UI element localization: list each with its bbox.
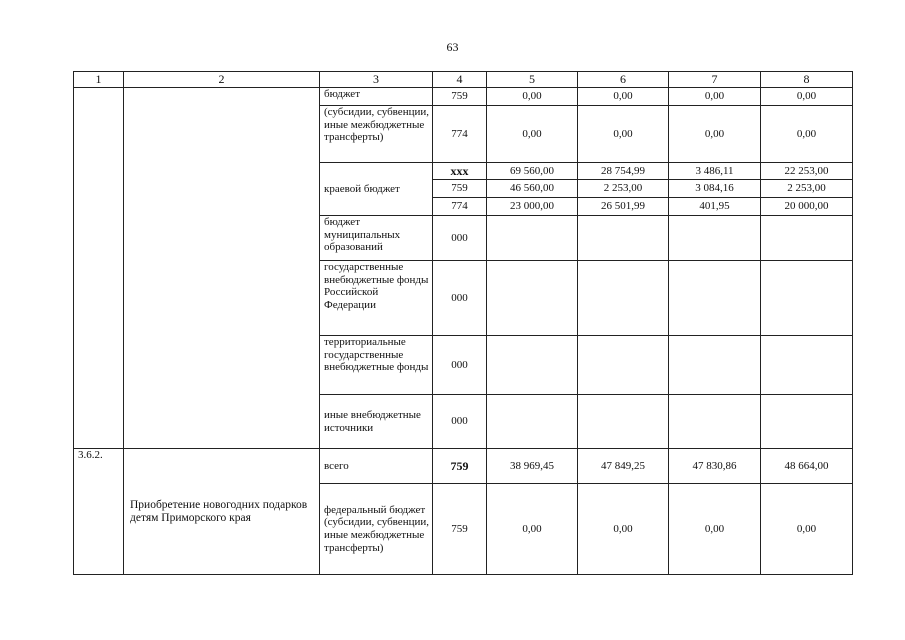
source-label: территориальные государственные внебюджетные фонды: [320, 336, 433, 395]
value-cell: 20 000,00: [761, 198, 853, 216]
value-cell: [761, 395, 853, 449]
value-cell: 69 560,00: [487, 163, 578, 180]
value-cell: 2 253,00: [578, 180, 669, 198]
value-cell: 2 253,00: [761, 180, 853, 198]
value-cell: 47 830,86: [669, 449, 761, 484]
code-cell: 774: [433, 106, 487, 163]
table-row: [74, 449, 853, 484]
value-cell: 28 754,99: [578, 163, 669, 180]
description-cell: Приобретение новогодних подарков детям Приморского края: [124, 449, 320, 575]
code-cell: 759: [433, 180, 487, 198]
value-cell: 0,00: [578, 106, 669, 163]
value-cell: 3 486,11: [669, 163, 761, 180]
value-cell: [761, 216, 853, 261]
value-cell: [578, 336, 669, 395]
value-cell: [578, 216, 669, 261]
value-cell: 3 084,16: [669, 180, 761, 198]
source-label: всего: [320, 449, 433, 484]
value-cell: [669, 336, 761, 395]
header-cell: 1: [74, 72, 124, 88]
value-cell: [761, 261, 853, 336]
value-cell: [578, 261, 669, 336]
value-cell: 38 969,45: [487, 449, 578, 484]
value-cell: 0,00: [669, 484, 761, 575]
header-cell: 7: [669, 72, 761, 88]
header-cell: 2: [124, 72, 320, 88]
value-cell: [487, 216, 578, 261]
value-cell: [487, 336, 578, 395]
header-row: [74, 72, 853, 88]
row-number-cell: 3.6.2.: [74, 449, 124, 575]
value-cell: 48 664,00: [761, 449, 853, 484]
header-cell: 8: [761, 72, 853, 88]
value-cell: 26 501,99: [578, 198, 669, 216]
code-cell: 000: [433, 336, 487, 395]
source-label: государственные внебюджетные фонды Российской Федерации: [320, 261, 433, 336]
header-cell: 4: [433, 72, 487, 88]
value-cell: 47 849,25: [578, 449, 669, 484]
value-cell: [487, 395, 578, 449]
value-cell: 0,00: [761, 484, 853, 575]
row-number-cell: [74, 88, 124, 449]
code-cell: 759: [433, 88, 487, 106]
value-cell: [669, 261, 761, 336]
source-label: (субсидии, субвенции, иные межбюджетные трансферты): [320, 106, 433, 163]
code-cell: 759: [433, 484, 487, 575]
source-label: бюджет муниципальных образований: [320, 216, 433, 261]
value-cell: [761, 336, 853, 395]
value-cell: 0,00: [669, 88, 761, 106]
header-cell: 3: [320, 72, 433, 88]
value-cell: 0,00: [761, 106, 853, 163]
page-number: 63: [446, 40, 459, 54]
value-cell: 23 000,00: [487, 198, 578, 216]
source-label: федеральный бюджет (субсидии, субвенции, иные межбюджетные трансферты): [320, 484, 433, 575]
budget-table: [73, 71, 853, 575]
code-cell: 000: [433, 395, 487, 449]
header-cell: 6: [578, 72, 669, 88]
value-cell: 0,00: [487, 484, 578, 575]
code-cell: ххх: [433, 163, 487, 180]
value-cell: 0,00: [578, 88, 669, 106]
value-cell: [578, 395, 669, 449]
value-cell: 0,00: [669, 106, 761, 163]
value-cell: 46 560,00: [487, 180, 578, 198]
value-cell: 0,00: [487, 106, 578, 163]
value-cell: 0,00: [761, 88, 853, 106]
description-cell: [124, 88, 320, 449]
code-cell: 774: [433, 198, 487, 216]
code-cell: 759: [433, 449, 487, 484]
value-cell: [669, 395, 761, 449]
table-row: [74, 88, 853, 106]
value-cell: 401,95: [669, 198, 761, 216]
header-cell: 5: [487, 72, 578, 88]
value-cell: 0,00: [487, 88, 578, 106]
source-label: иные внебюджетные источники: [320, 395, 433, 449]
value-cell: [487, 261, 578, 336]
value-cell: 0,00: [578, 484, 669, 575]
code-cell: 000: [433, 261, 487, 336]
code-cell: 000: [433, 216, 487, 261]
value-cell: 22 253,00: [761, 163, 853, 180]
value-cell: [669, 216, 761, 261]
source-label: бюджет: [320, 88, 433, 106]
source-label: краевой бюджет: [320, 163, 433, 216]
